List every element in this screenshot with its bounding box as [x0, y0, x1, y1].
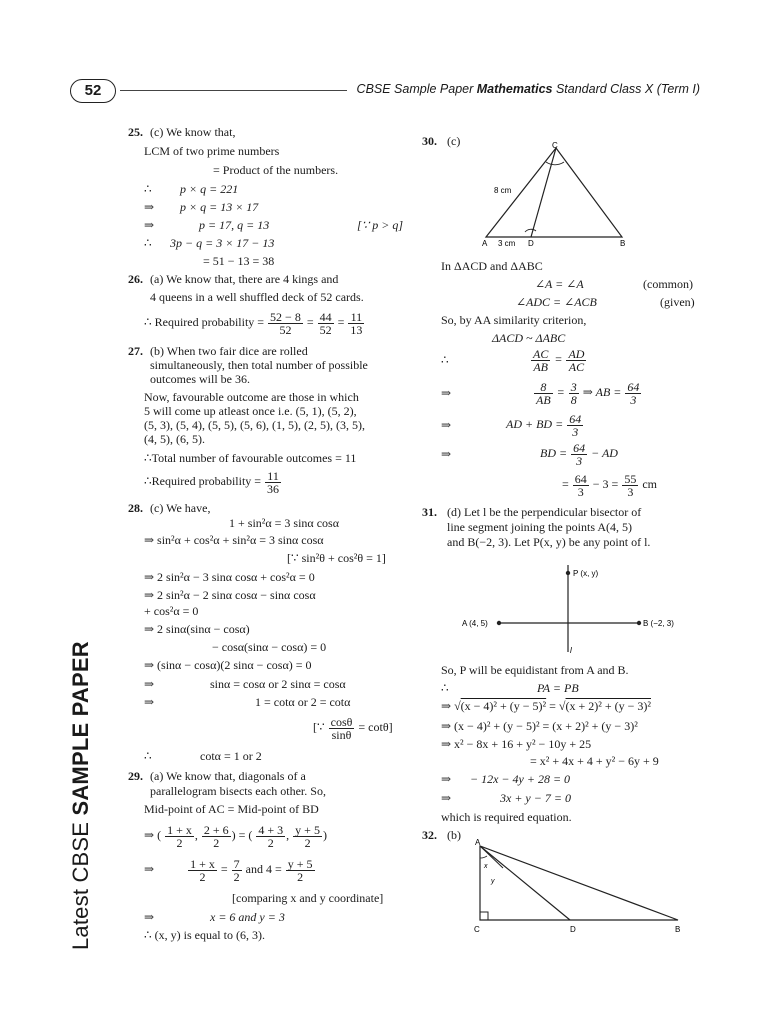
angle-x-label: x: [484, 863, 488, 870]
vertex-c-label: C: [552, 141, 558, 150]
angle-y-label: y: [491, 878, 495, 885]
point-p-label: P (x, y): [573, 569, 599, 578]
vertex-b-label: B: [620, 239, 626, 248]
point-b-label: B (−2, 3): [643, 619, 674, 628]
page-title: CBSE Sample Paper Mathematics Standard Class X (Term I): [347, 82, 700, 96]
vertex-d-label: D: [528, 239, 534, 248]
vertex-a-label: A: [482, 239, 488, 248]
perpendicular-bisector-figure: [455, 560, 695, 660]
vertex-d-label: D: [570, 925, 576, 934]
line-l-label: l: [570, 646, 572, 655]
probability-expression: ∴ Required probability = $\frac{52 - 8}{52}$ = $\frac{44}{52}$ = $\frac{11}{13}$: [144, 309, 363, 337]
point-a-label: A (4, 5): [462, 619, 488, 628]
side-label: Latest CBSE SAMPLE PAPER: [68, 641, 93, 950]
vertex-c-label: C: [474, 925, 480, 934]
segment-ad-label: 3 cm: [498, 239, 516, 248]
vertex-a-label: A: [475, 838, 481, 847]
page-number: 52: [70, 79, 116, 103]
side-ac-label: 8 cm: [494, 186, 512, 195]
right-triangle-figure: [468, 836, 688, 936]
triangle-figure-acd-abc: [470, 136, 640, 251]
vertex-b-label: B: [675, 925, 681, 934]
